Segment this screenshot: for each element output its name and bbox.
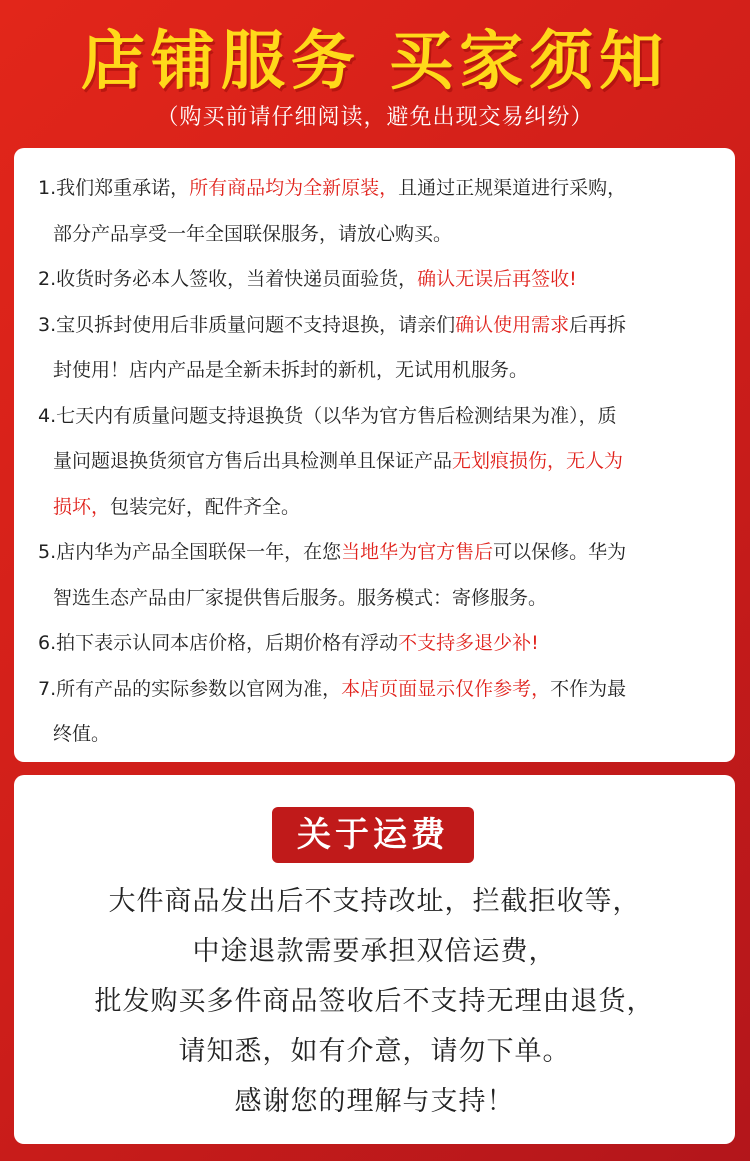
rule-text: 智选生态产品由厂家提供售后服务。服务模式：寄修服务。	[53, 586, 548, 609]
rule-line	[38, 439, 728, 485]
rule-highlight-text: 所有商品均为全新原装，	[189, 177, 399, 199]
rule-text: 7.所有产品的实际参数以官网为准，	[38, 677, 342, 700]
rule-text: 后再拆	[569, 313, 627, 336]
rule-text: 终值。	[53, 723, 111, 745]
rule-text: 可以保修。华为	[493, 541, 627, 563]
rule-item	[38, 394, 728, 531]
shipping-line: 中途退款需要承担双倍运费，	[192, 936, 557, 967]
rule-item	[38, 530, 728, 621]
rule-text: 且通过正规渠道进行采购，	[398, 177, 627, 199]
rule-text: 不作为最	[550, 677, 627, 700]
rule-line	[38, 257, 728, 303]
rule-item	[38, 166, 728, 257]
rule-text: 3.宝贝拆封使用后非质量问题不支持退换，请亲们	[38, 313, 456, 336]
rule-line	[38, 712, 728, 758]
page-title: 店铺服务 买家须知	[80, 25, 670, 99]
rule-text: 1.我们郑重承诺，	[38, 177, 190, 199]
rule-text: 2.收货时务必本人签收，当着快递员面验货，	[38, 268, 418, 290]
rule-text: 包装完好，配件齐全。	[110, 495, 301, 518]
rule-line	[38, 667, 728, 713]
rule-item	[38, 667, 728, 758]
shipping-line: 大件商品发出后不支持改址，拦截拒收等，	[108, 886, 641, 917]
rule-item	[38, 621, 728, 667]
shipping-line: 感谢您的理解与支持！	[234, 1086, 515, 1117]
rule-text: 6.拍下表示认同本店价格，后期价格有浮动	[38, 632, 399, 654]
shipping-badge: 关于运费	[272, 807, 474, 863]
rules-list	[38, 166, 728, 758]
rule-line	[38, 485, 728, 531]
rule-item	[38, 303, 728, 394]
rule-line	[38, 303, 728, 349]
shipping-line: 请知悉，如有介意，请勿下单。	[178, 1036, 571, 1067]
rule-line	[38, 530, 728, 576]
rule-text: 封使用！店内产品是全新未拆封的新机，无试用机服务。	[53, 359, 529, 381]
rule-line	[38, 212, 728, 258]
rule-highlight-text: 确认无误后再签收!	[417, 268, 577, 290]
rule-highlight-text: 无划痕损伤，无人为	[452, 450, 624, 472]
rule-line	[38, 621, 728, 667]
shipping-card	[14, 775, 735, 1144]
rule-text: 量问题退换货须官方售后出具检测单且保证产品	[53, 450, 453, 472]
rule-line	[38, 166, 728, 212]
rule-highlight-text: 不支持多退少补!	[398, 632, 539, 654]
shipping-line: 批发购买多件商品签收后不支持无理由退货，	[94, 986, 655, 1017]
rule-line	[38, 576, 728, 622]
rule-highlight-text: 本店页面显示仅作参考，	[341, 677, 551, 700]
buyer-notice-card	[14, 148, 735, 762]
rule-highlight-text: 当地华为官方售后	[341, 541, 494, 563]
rule-text: 4.七天内有质量问题支持退换货（以华为官方售后检测结果为准），质	[38, 404, 617, 427]
rule-line	[38, 394, 728, 440]
header	[0, 0, 750, 148]
rule-text: 5.店内华为产品全国联保一年，在您	[38, 541, 342, 563]
rule-highlight-text: 确认使用需求	[455, 313, 570, 336]
rule-text: 部分产品享受一年全国联保服务，请放心购买。	[53, 222, 453, 245]
page-subtitle: （购买前请仔细阅读，避免出现交易纠纷）	[156, 105, 594, 130]
shipping-lines	[14, 877, 735, 1127]
rule-item	[38, 257, 728, 303]
rule-highlight-text: 损坏，	[53, 495, 111, 518]
rule-line	[38, 348, 728, 394]
